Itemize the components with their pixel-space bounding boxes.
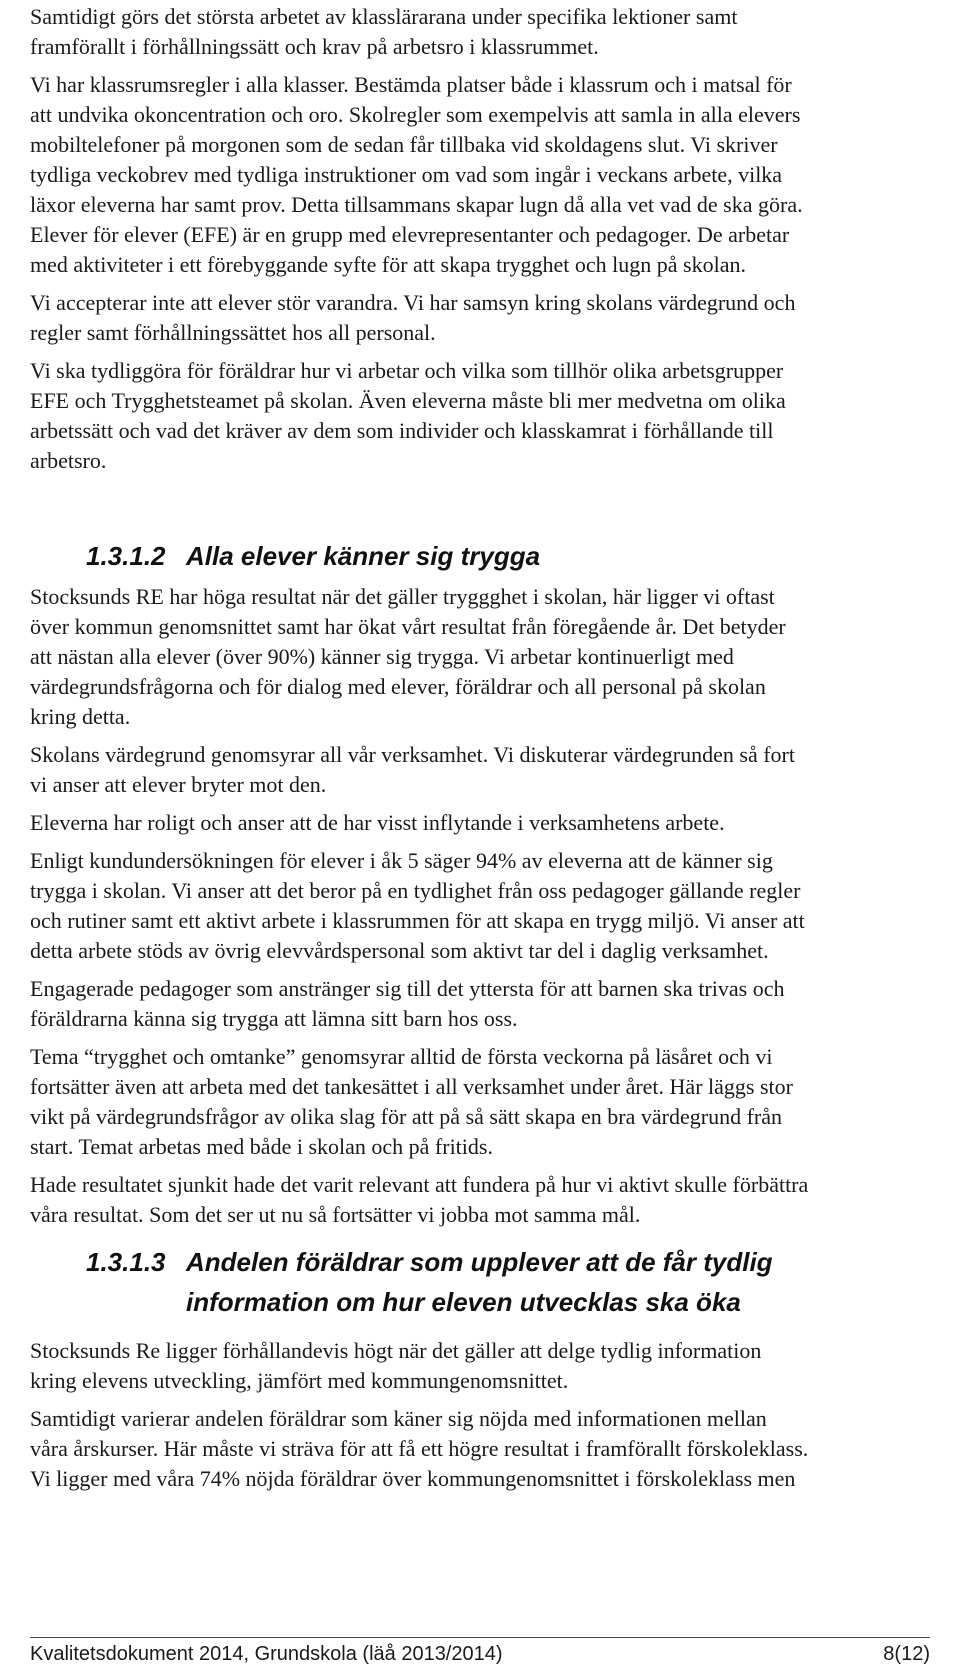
section-title: Andelen föräldrar som upplever att de får tydlig [186,1247,773,1277]
text-line: föräldrarna känna sig trygga att lämna sitt barn hos oss. [30,1006,518,1031]
paragraph [30,808,950,838]
text-line: värdegrundsfrågorna och för dialog med elever, föräldrar och all personal på skolan [30,674,766,699]
text-line: att undvika okoncentration och oro. Skolregler som exempelvis att samla in alla elevers [30,102,801,127]
text-line: våra resultat. Som det ser ut nu så fortsätter vi jobba mot samma mål. [30,1202,641,1227]
text-line: vikt på värdegrundsfrågor av olika slag för att på så sätt skapa en bra värdegrund från [30,1104,782,1129]
text-line: våra årskurser. Här måste vi sträva för att få ett högre resultat i framförallt förskoleklass. [30,1436,809,1461]
paragraph [30,582,950,732]
document-page [30,0,950,1494]
paragraph [30,1336,950,1396]
text-line: Vi har klassrumsregler i alla klasser. Bestämda platser både i klassrum och i matsal för [30,72,792,97]
page-footer [30,1641,930,1667]
text-line: Vi accepterar inte att elever stör varandra. Vi har samsyn kring skolans värdegrund och [30,290,796,315]
section-heading-1313 [30,1242,950,1322]
text-line: kring detta. [30,704,131,729]
paragraph [30,974,950,1034]
paragraph [30,1404,950,1494]
text-line: Vi ska tydliggöra för föräldrar hur vi arbetar och vilka som tillhör olika arbetsgrupper [30,358,784,383]
text-line: med aktiviteter i ett förebyggande syfte för att skapa trygghet och lugn på skolan. [30,252,746,277]
text-line: att nästan alla elever (över 90%) känner sig trygga. Vi arbetar kontinuerligt med [30,644,734,669]
text-line: Stocksunds RE har höga resultat när det gäller tryggghet i skolan, här ligger vi oftast [30,584,775,609]
text-line: mobiltelefoner på morgonen som de sedan får tillbaka vid skoldagens slut. Vi skriver [30,132,778,157]
text-line: Samtidigt varierar andelen föräldrar som käner sig nöjda med informationen mellan [30,1406,767,1431]
paragraph [30,2,950,62]
paragraph [30,1170,950,1230]
text-line: regler samt förhållningssättet hos all personal. [30,320,436,345]
text-line: Tema “trygghet och omtanke” genomsyrar alltid de första veckorna på läsåret och vi [30,1044,773,1069]
text-line: start. Temat arbetas med både i skolan och på fritids. [30,1134,493,1159]
text-line: vi anser att elever bryter mot den. [30,772,327,797]
paragraph [30,846,950,966]
section-number: 1.3.1.3 [86,1247,166,1277]
text-line: kring elevens utveckling, jämfört med kommungenomsnittet. [30,1368,569,1393]
text-line: fortsätter även att arbeta med det tankesättet i all verksamhet under året. Här läggs stor [30,1074,793,1099]
section-title: Alla elever känner sig trygga [186,541,541,571]
text-line: Skolans värdegrund genomsyrar all vår verksamhet. Vi diskuterar värdegrunden så fort [30,742,795,767]
text-line: Vi ligger med våra 74% nöjda föräldrar över kommungenomsnittet i förskoleklass men [30,1466,796,1491]
paragraph [30,70,950,280]
section-number: 1.3.1.2 [86,541,166,571]
footer-page-number: 8(12) [883,1643,930,1665]
text-line: över kommun genomsnittet samt har ökat vårt resultat från föregående år. Det betyder [30,614,786,639]
section-title-continued: information om hur eleven utvecklas ska öka [186,1287,741,1317]
text-line: läxor eleverna har samt prov. Detta tillsammans skapar lugn då alla vet vad de ska göra. [30,192,803,217]
text-line: Samtidigt görs det största arbetet av klasslärarana under specifika lektioner samt [30,4,738,29]
text-line: Stocksunds Re ligger förhållandevis högt när det gäller att delge tydlig information [30,1338,762,1363]
text-line: och rutiner samt ett aktivt arbete i klassrummen för att skapa en trygg miljö. Vi anser att [30,908,805,933]
paragraph [30,356,950,476]
text-line: trygga i skolan. Vi anser att det beror på en tydlighet från oss pedagoger gällande regler [30,878,801,903]
paragraph [30,1042,950,1162]
text-line: Elever för elever (EFE) är en grupp med elevrepresentanter och pedagoger. De arbetar [30,222,790,247]
section-heading-1312 [30,536,950,576]
text-line: Eleverna har roligt och anser att de har visst inflytande i verksamhetens arbete. [30,810,725,835]
text-line: Enligt kundundersökningen för elever i åk 5 säger 94% av eleverna att de känner sig [30,848,773,873]
footer-document-title: Kvalitetsdokument 2014, Grundskola (läå 2013/2014) [30,1643,503,1665]
text-line: detta arbete stöds av övrig elevvårdspersonal som aktivt tar del i daglig verksamhet. [30,938,769,963]
footer-divider [30,1637,930,1638]
text-line: arbetsro. [30,448,107,473]
text-line: arbetssätt och vad det kräver av dem som individer och klasskamrat i förhållande till [30,418,774,443]
text-line: tydliga veckobrev med tydliga instruktioner om vad som ingår i veckans arbete, vilka [30,162,783,187]
text-line: Hade resultatet sjunkit hade det varit relevant att fundera på hur vi aktivt skulle förbättra [30,1172,809,1197]
text-line: Engagerade pedagoger som anstränger sig till det yttersta för att barnen ska trivas och [30,976,785,1001]
text-line: framförallt i förhållningssätt och krav på arbetsro i klassrummet. [30,34,599,59]
text-line: EFE och Trygghetsteamet på skolan. Även eleverna måste bli mer medvetna om olika [30,388,786,413]
paragraph [30,740,950,800]
paragraph [30,288,950,348]
